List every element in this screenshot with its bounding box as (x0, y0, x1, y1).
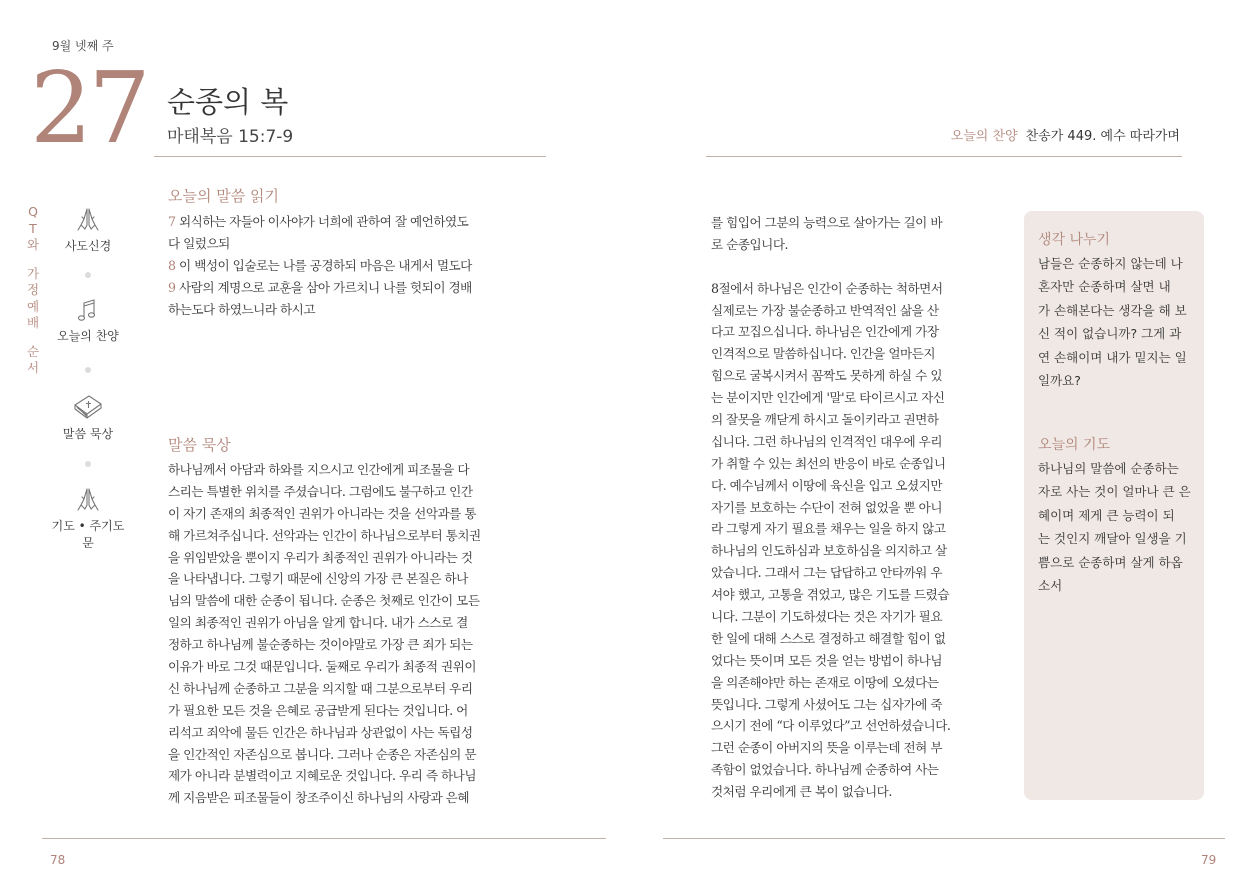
text-line: 하나님의 말씀에 순종하는 (1038, 461, 1179, 476)
reading-heading: 오늘의 말씀 읽기 (168, 187, 279, 205)
verse-line (168, 255, 472, 277)
text-line: 을 인간적인 자존심으로 봅니다. 그러나 순종은 자존심의 문 (168, 746, 476, 762)
week-label: 9월 넷째 주 (52, 39, 114, 53)
music-note-icon (73, 297, 103, 325)
vertical-char: 예 (26, 298, 40, 314)
bible-icon (71, 391, 105, 423)
vertical-char: 서 (26, 360, 40, 375)
text-line: 연 손해이며 내가 밑지는 일 (1038, 349, 1187, 365)
verse-line (168, 211, 472, 233)
qt-order-vertical-label (26, 204, 40, 377)
meditation-text (168, 459, 481, 809)
text-line: 인격적으로 말씀하십니다. 인간을 얼마든지 (711, 346, 935, 362)
text-line: 그런 순종이 아버지의 뜻을 이루는데 전혀 부 (711, 740, 942, 756)
page-number-right: 79 (1201, 853, 1217, 867)
page-title: 순종의 복 (167, 85, 289, 119)
header-divider-left (154, 156, 546, 157)
verse-text: 외식하는 자들아 이사야가 너희에 관하여 잘 예언하였도 (175, 214, 469, 229)
sidebar-item-prayer (50, 485, 126, 551)
text-line: 라 그렇게 자기 필요를 채우는 일을 하지 않고 (711, 521, 946, 537)
text-line: 십니다. 그런 하나님의 인격적인 대우에 우리 (711, 433, 942, 449)
header-divider-right (706, 156, 1182, 157)
hymn-label: 오늘의 찬양 (950, 129, 1018, 144)
sidebar-item-hymn (50, 297, 126, 344)
prayer-text (1038, 459, 1191, 599)
verse-text: 이 백성이 입술로는 나를 공경하되 마음은 내게서 멀도다 (175, 257, 472, 273)
text-line: 를 힘입어 그분의 능력으로 살아가는 길이 바 (711, 215, 942, 230)
text-line: 는 것인지 깨달아 일생을 기 (1038, 531, 1187, 547)
text-line: 신 적이 없습니까? 그게 과 (1038, 326, 1182, 342)
text-line: 으시기 전에 “다 이루었다”고 선언하셨습니다. (711, 718, 951, 734)
verse-number: 8 (168, 257, 176, 273)
meditation-continuation (711, 212, 950, 803)
vertical-char: Q (28, 204, 38, 219)
text-line: 다고 꼬집으십니다. 하나님은 인간에게 가장 (711, 324, 939, 340)
sidebar-dot (85, 461, 91, 467)
text-line: 을 위임받았을 뿐이지 우리가 최종적인 권위가 아니라는 것 (168, 549, 473, 565)
text-line: 었다는 뜻이며 모든 것을 얻는 방법이 하나님 (711, 652, 942, 668)
sidebar-item-label: 오늘의 찬양 (57, 329, 119, 343)
text-line: 았습니다. 그래서 그는 답답하고 안타까워 우 (711, 565, 942, 581)
text-line: 이유가 바로 그것 때문입니다. 둘째로 우리가 최종적 권위이 (168, 659, 476, 675)
vertical-char: 와 (26, 237, 40, 252)
hymn-title: 찬송가 449. 예수 따라가며 (1025, 129, 1180, 144)
text-line: 신 하나님께 순종하고 그분을 의지할 때 그분으로부터 우리 (168, 680, 473, 696)
text-line: 로 순종입니다. (711, 236, 788, 252)
text-line: 가 필요한 모든 것을 은혜로 공급받게 된다는 것입니다. 어 (168, 702, 468, 718)
vertical-char: 배 (26, 315, 40, 330)
text-line: 실제로는 가장 불순종하고 반역적인 삶을 산 (711, 302, 939, 318)
text-line: 을 의존해야만 하는 존재로 이땅에 오셨다는 (711, 674, 939, 690)
text-line: 해 가르쳐주십니다. 선악과는 인간이 하나님으로부터 통치권 (168, 527, 481, 543)
text-line: 힘으로 굴복시켜서 꼼짝도 못하게 하실 수 있 (711, 368, 942, 384)
vertical-char: 가 (26, 265, 40, 281)
sidebar-item-label: 기도 • 주기도문 (51, 519, 125, 550)
text-line: 는 분이지만 인간에게 '말'로 타이르시고 자신 (711, 390, 945, 406)
text-line (711, 256, 950, 278)
scripture-reference: 마태복음 15:7-9 (167, 127, 294, 147)
verse-line (168, 277, 472, 299)
verse-number: 7 (168, 214, 176, 229)
footer-divider-right (663, 838, 1225, 839)
text-line: 다. 예수님께서 이땅에 육신을 입고 오셨지만 (711, 477, 942, 493)
sharing-heading: 생각 나누기 (1038, 232, 1111, 248)
vertical-gap (26, 254, 40, 266)
text-line: 께 지음받은 피조물들이 창조주이신 하나님의 사랑과 은혜 (168, 790, 469, 806)
sharing-text (1038, 254, 1187, 394)
praying-hands-icon (72, 485, 104, 515)
text-line: 남들은 순종하지 않는데 나 (1038, 256, 1183, 271)
text-line: 일의 최종적인 권위가 아님을 알게 합니다. 내가 스스로 결 (168, 615, 468, 631)
sidebar-item-meditation (50, 391, 126, 442)
text-line: 니다. 그분이 기도하셨다는 것은 자기가 필요 (711, 609, 942, 625)
vertical-gap (26, 332, 40, 344)
text-line: 리석고 죄악에 물든 인간은 하나님과 상관없이 사는 독립성 (168, 724, 473, 740)
text-line: 자로 사는 것이 얼마나 큰 은 (1038, 484, 1191, 500)
page-number-left: 78 (50, 853, 66, 867)
text-line: 혜이며 제게 큰 능력이 되 (1038, 507, 1175, 523)
sidebar-item-creed (50, 205, 126, 254)
sidebar-dot (85, 272, 91, 278)
footer-divider-left (42, 838, 606, 839)
text-line: 8절에서 하나님은 인간이 순종하는 척하면서 (711, 280, 943, 296)
sidebar-dot (85, 367, 91, 373)
text-line: 제가 아니라 분별력이고 지혜로운 것입니다. 우리 즉 하나님 (168, 768, 476, 784)
sidebar-item-label: 사도신경 (64, 239, 112, 253)
reflection-box (1024, 211, 1204, 800)
text-line: 일까요? (1038, 372, 1081, 388)
text-line: 정하고 하나님께 불순종하는 것이야말로 가장 큰 죄가 되는 (168, 637, 473, 653)
verse-text: 하는도다 하였느니라 하시고 (168, 301, 315, 317)
praying-hands-icon (72, 205, 104, 235)
prayer-heading: 오늘의 기도 (1038, 437, 1111, 453)
verse-text: 사람의 계명으로 교훈을 삼아 가르치니 나를 헛되이 경배 (175, 279, 472, 295)
text-line: 을 나타냅니다. 그렇기 때문에 신앙의 가장 큰 본질은 하나 (168, 571, 468, 587)
vertical-char: 순 (26, 343, 40, 359)
todays-hymn (951, 125, 1180, 144)
text-line: 하나님께서 아담과 하와를 지으시고 인간에게 피조물을 다 (168, 462, 469, 477)
text-line: 혼자만 순종하며 살면 내 (1038, 279, 1171, 295)
text-line: 가 취할 수 있는 최선의 반응이 바로 순종입니 (711, 455, 946, 471)
text-line: 셔야 했고, 고통을 겪었고, 많은 기도를 드렸습 (711, 587, 950, 603)
text-line: 가 손해본다는 생각을 해 보 (1038, 302, 1187, 318)
verse-line (168, 299, 472, 321)
text-line: 것처럼 우리에게 큰 복이 없습니다. (711, 784, 892, 800)
sidebar-item-label: 말씀 묵상 (62, 427, 114, 441)
text-line: 자기를 보호하는 수단이 전혀 없었을 뿐 아니 (711, 499, 942, 515)
text-line: 소서 (1038, 577, 1063, 593)
vertical-char: T (29, 220, 37, 236)
verse-number: 9 (168, 279, 176, 295)
vertical-char: 정 (26, 282, 40, 297)
text-line: 족함이 없었습니다. 하나님께 순종하여 사는 (711, 762, 939, 778)
text-line: 한 일에 대해 스스로 결정하고 해결할 힘이 없 (711, 630, 946, 646)
text-line: 하나님의 인도하심과 보호하심을 의지하고 살 (711, 543, 947, 559)
text-line: 뜻입니다. 그렇게 사셨어도 그는 십자가에 죽 (711, 696, 942, 712)
text-line: 이 자기 존재의 최종적인 권위가 아니라는 것을 선악과를 통 (168, 505, 476, 521)
meditation-heading: 말씀 묵상 (168, 436, 231, 454)
verse-line (168, 233, 472, 255)
text-line: 님의 말씀에 대한 순종이 됩니다. 순종은 첫째로 인간이 모든 (168, 593, 480, 609)
text-line: 스리는 특별한 위치를 주셨습니다. 그럼에도 불구하고 인간 (168, 483, 473, 499)
verse-text: 다 일렀으되 (168, 235, 230, 251)
day-number: 27 (30, 52, 147, 166)
text-line: 의 잘못을 깨닫게 하시고 돌이키라고 권면하 (711, 412, 939, 428)
text-line: 쁨으로 순종하며 살게 하옵 (1038, 554, 1183, 570)
reading-text (168, 211, 472, 320)
